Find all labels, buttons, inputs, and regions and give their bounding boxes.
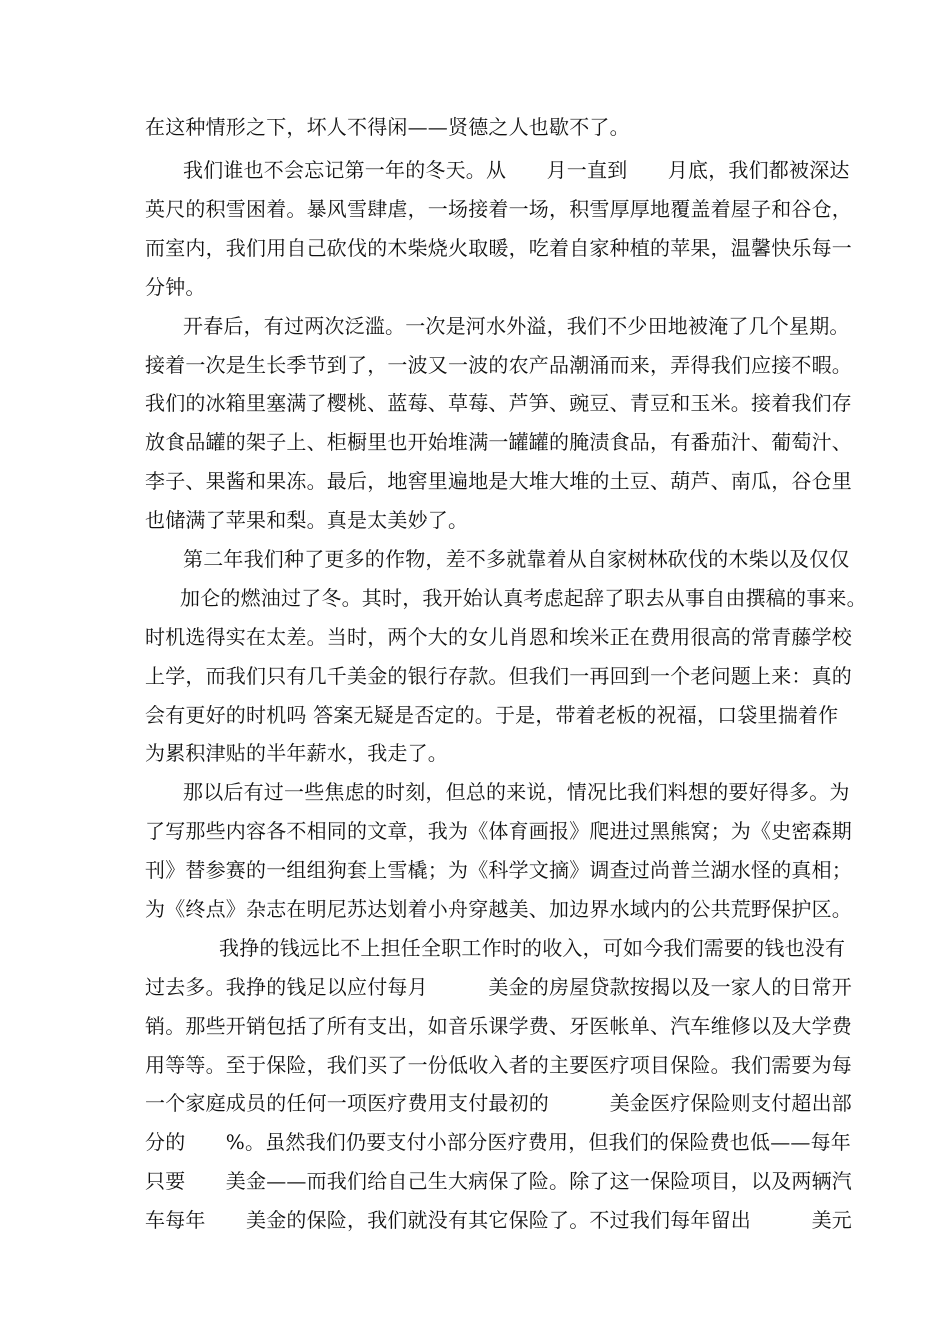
- text-line: 分的 %。虽然我们仍要支付小部分医疗费用，但我们的保险费也低——每年: [145, 1130, 852, 1154]
- text-line: 了写那些内容各不相同的文章，我为《体育画报》爬进过黑熊窝；为《史密森期: [145, 819, 852, 843]
- text-line: 在这种情形之下，坏人不得闲——贤德之人也歇不了。: [145, 115, 630, 139]
- paragraph-start-line: 那以后有过一些焦虑的时刻，但总的来说，情况比我们料想的要好得多。为: [183, 780, 850, 804]
- text-line: 用等等。至于保险，我们买了一份低收入者的主要医疗项目保险。我们需要为每: [145, 1053, 852, 1077]
- text-line: 李子、果酱和果冻。最后，地窖里遍地是大堆大堆的土豆、葫芦、南瓜，谷仓里: [145, 469, 852, 493]
- paragraph-start-line: 我挣的钱远比不上担任全职工作时的收入，可如今我们需要的钱也没有: [219, 936, 846, 960]
- paragraph-start-line: 开春后，有过两次泛滥。一次是河水外溢，我们不少田地被淹了几个星期。: [183, 314, 850, 338]
- text-line: 为累积津贴的半年薪水，我走了。: [145, 741, 448, 765]
- text-line: 放食品罐的架子上、柜橱里也开始堆满一罐罐的腌渍食品，有番茄汁、葡萄汁、: [145, 430, 852, 454]
- text-line: 接着一次是生长季节到了，一波又一波的农产品潮涌而来，弄得我们应接不暇。: [145, 353, 852, 377]
- text-line: 加仑的燃油过了冬。其时，我开始认真考虑起辞了职去从事自由撰稿的事来。: [180, 586, 867, 610]
- text-line: 销。那些开销包括了所有支出，如音乐课学费、牙医帐单、汽车维修以及大学费: [145, 1014, 852, 1038]
- text-line: 会有更好的时机吗 答案无疑是否定的。于是，带着老板的祝福，口袋里揣着作: [145, 703, 839, 727]
- paragraph-start-line: 我们谁也不会忘记第一年的冬天。从 月一直到 月底，我们都被深达: [183, 158, 850, 182]
- text-line: 过去多。我挣的钱足以应付每月 美金的房屋贷款按揭以及一家人的日常开: [145, 975, 852, 999]
- text-line: 英尺的积雪困着。暴风雪肆虐，一场接着一场，积雪厚厚地覆盖着屋子和谷仓，: [145, 197, 852, 221]
- text-line: 也储满了苹果和梨。真是太美妙了。: [145, 508, 469, 532]
- text-line: 分钟。: [145, 275, 206, 299]
- text-line: 上学，而我们只有几千美金的银行存款。但我们一再回到一个老问题上来：真的: [145, 664, 852, 688]
- text-line: 只要 美金——而我们给自己生大病保了险。除了这一保险项目，以及两辆汽: [145, 1169, 852, 1193]
- text-line: 为《终点》杂志在明尼苏达划着小舟穿越美、加边界水域内的公共荒野保护区。: [145, 897, 852, 921]
- text-line: 一个家庭成员的任何一项医疗费用支付最初的 美金医疗保险则支付超出部: [145, 1091, 852, 1115]
- text-line: 车每年 美金的保险，我们就没有其它保险了。不过我们每年留出 美元: [145, 1208, 852, 1232]
- paragraph-start-line: 第二年我们种了更多的作物，差不多就靠着从自家树林砍伐的木柴以及仅仅: [183, 547, 850, 571]
- text-line: 而室内，我们用自己砍伐的木柴烧火取暖，吃着自家种植的苹果，温馨快乐每一: [145, 236, 852, 260]
- text-line: 我们的冰箱里塞满了樱桃、蓝莓、草莓、芦笋、豌豆、青豆和玉米。接着我们存: [145, 391, 852, 415]
- text-line: 刊》替参赛的一组组狗套上雪橇；为《科学文摘》调查过尚普兰湖水怪的真相；: [145, 858, 852, 882]
- text-line: 时机选得实在太差。当时，两个大的女儿肖恩和埃米正在费用很高的常青藤学校: [145, 625, 852, 649]
